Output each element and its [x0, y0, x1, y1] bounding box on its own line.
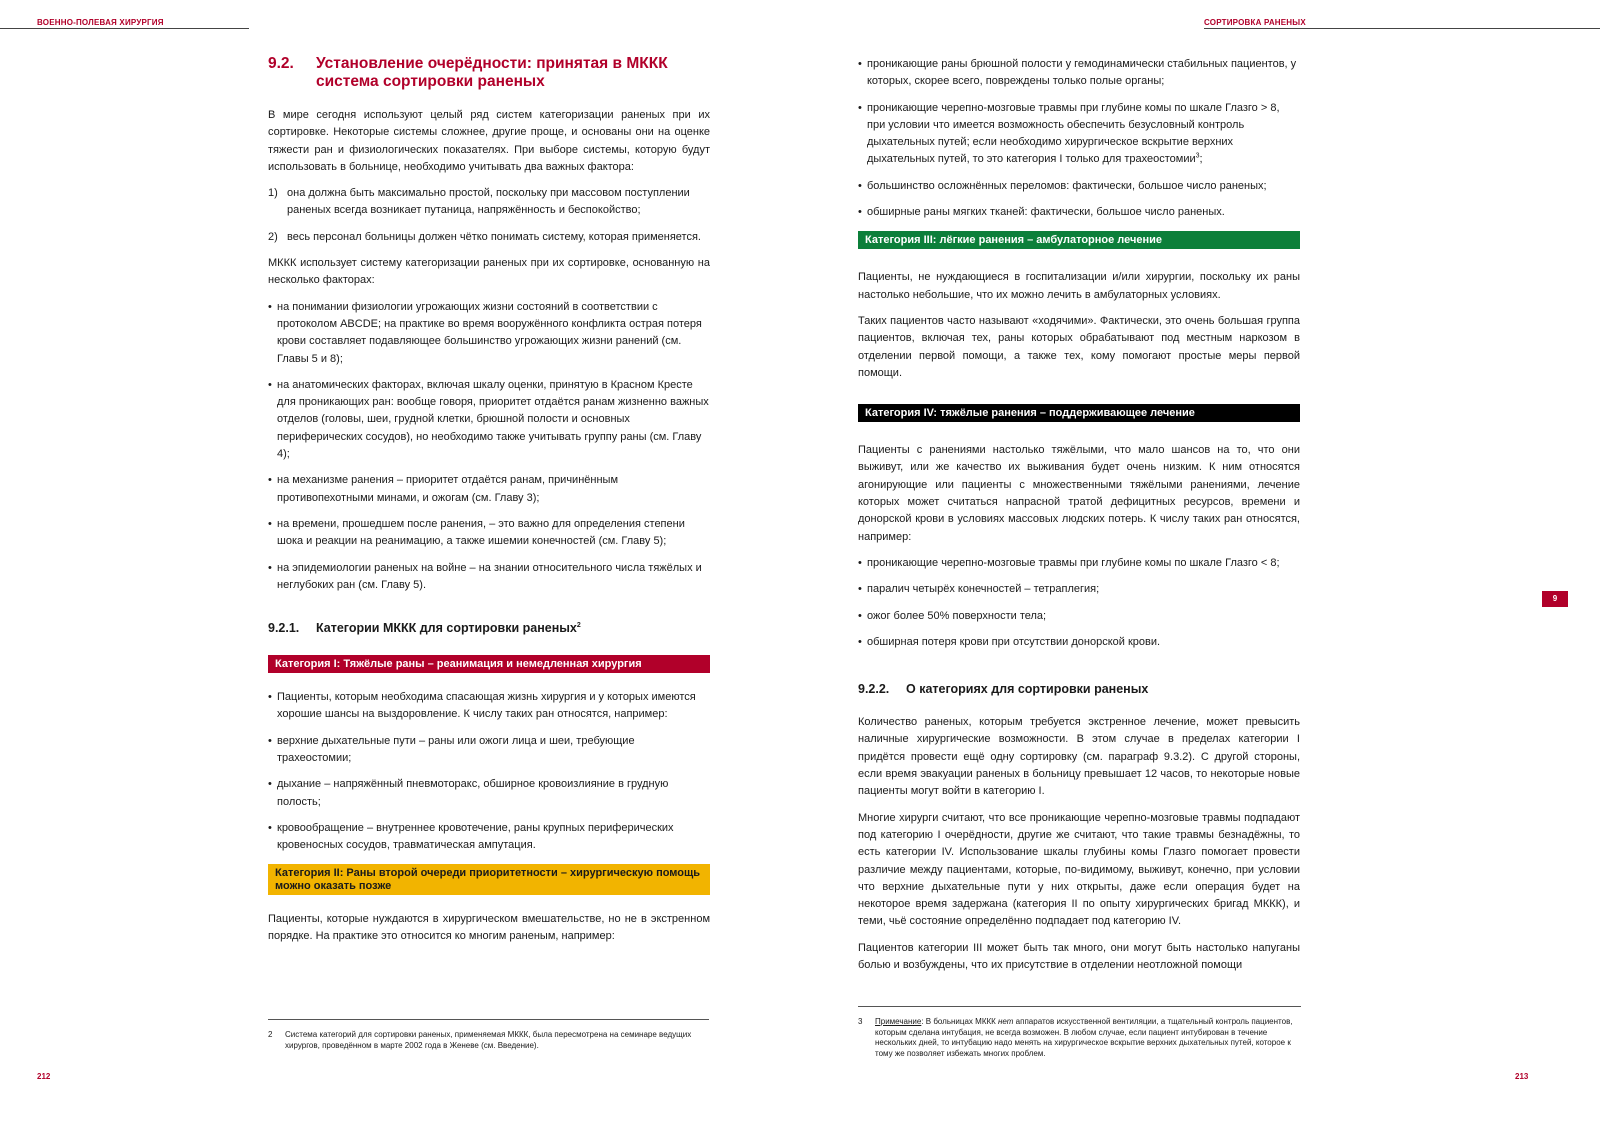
body-paragraph: Пациентов категории III может быть так много, они могут быть настолько напуганы болью и возбуждены, что их присутствие в отделении неотложной помощи [858, 941, 1300, 971]
category-3-banner: Категория III: лёгкие ранения – амбулаторное лечение [858, 231, 1300, 249]
body-paragraph: Количество раненых, которым требуется экстренное лечение, может превысить наличные хирургические возможности. В этом случае в пределах категории I придётся провести ещё одну сортировку (см. параграф 9.3.2). С другой стороны, если время эвакуации раненых в больницу превышает 12 часов, то некоторые новые пациенты могут войти в категорию I. [858, 716, 1300, 798]
footnote-number: 3 [858, 1017, 863, 1026]
factor-number: 1) [268, 187, 278, 200]
category-2-paragraph: Пациенты, которые нуждаются в хирургическом вмешательстве, но не в экстренном порядке. На практике это относится ко многим раненым, например: [268, 912, 710, 942]
footnote-rule-left [268, 1019, 709, 1020]
factor-bullet: • на эпидемиологии раненых на войне – на знании относительного числа тяжёлых и неглубоких ран (см. Главу 5). [268, 560, 710, 595]
page-number-right: 213 [1515, 1072, 1529, 1081]
footnote-text-part: : В больницах МККК [921, 1017, 999, 1026]
category-2-bullet-text: проникающие черепно-мозговые травмы при глубине комы по шкале Глазго > 8, при условии что имеется возможность обеспечить безусловный контроль дыхательных путей; если необходимо хирургическое вскрытие верхних дыхательных путей, то это категория I только для трахеостомии [867, 101, 1280, 166]
category-2-bullet [858, 100, 1300, 169]
category-2-banner: Категория II: Раны второй очереди приоритетности – хирургическую помощь можно оказать позже [268, 864, 710, 895]
category-4-bullet: • ожог более 50% поверхности тела; [858, 608, 1300, 625]
body-paragraph: Многие хирурги считают, что все проникающие черепно-мозговые травмы подпадают под категорию I очерёдности, другие же считают, что такие травмы безнадёжны, то есть категории IV. Использование шкалы глубины комы Глазго помогает провести различие между пациентами, которые, по-видимому, выживут, конечно, при условии что верхние дыхательные пути у них открыты, даже если операция будет на некоторое время задержана (категория II по опыту хирургических бригад МККК), и теми, чьё состояние определённо подпадает под категорию IV. [858, 811, 1300, 928]
footnote-text: Система категорий для сортировки раненых, применяемая МККК, была пересмотрена на семинаре ведущих хирургов, проведённом в марте 2002 года в Женеве (см. Введение). [285, 1030, 692, 1050]
footnote-ref: 3 [1195, 152, 1200, 160]
header-rule-left [0, 28, 249, 29]
category-2-bullet: • обширные раны мягких тканей: фактически, большое число раненых. [858, 204, 1300, 221]
factor-bullet: • на механизме ранения – приоритет отдаётся ранам, причинённым противопехотными минами, и ожогам (см. Главу 3); [268, 472, 710, 507]
category-1-banner: Категория I: Тяжёлые раны – реанимация и немедленная хирургия [268, 655, 710, 673]
footnote-rule-right [858, 1006, 1301, 1007]
factor-bullet: • на понимании физиологии угрожающих жизни состояний в соответствии с протоколом ABCDE; на практике во время вооружённого конфликта острая потеря крови составляет подавляющее большинство угрожающих жизни ранений (см. Главы 5 и 8); [268, 299, 710, 368]
right-page-column [858, 56, 1300, 983]
factor-item [268, 185, 710, 220]
category-4-bullet: • обширная потеря крови при отсутствии донорской крови. [858, 634, 1300, 651]
footnote-emphasis: нет [998, 1017, 1014, 1026]
footnote-text-part: аппаратов искусственной вентиляции, а тщательный контроль пациентов, которым сделана интубация, не всегда возможен. В любом случае, если пациент интубирован в течение нескольких дней, то интубацию надо менять на хирургическое вскрытие верхних дыхательных путей, которое к тому же позволяет избежать многих проблем. [875, 1017, 1293, 1058]
running-header-right: СОРТИРОВКА РАНЕНЫХ [1204, 18, 1306, 27]
footnote-right [858, 1017, 1300, 1059]
icrc-intro-paragraph: МККК использует систему категоризации раненых при их сортировке, основанную на несколько факторах: [268, 257, 710, 287]
footnote-number: 2 [268, 1030, 273, 1039]
category-1-bullet: • кровообращение – внутреннее кровотечение, раны крупных периферических кровеносных сосудов, травматическая ампутация. [268, 820, 710, 855]
page-number-left: 212 [37, 1072, 51, 1081]
category-4-banner: Категория IV: тяжёлые ранения – поддерживающее лечение [858, 404, 1300, 422]
factor-text: она должна быть максимально простой, поскольку при массовом поступлении раненых всегда возникает путаница, напряжённость и беспокойство; [287, 187, 690, 217]
footnote-label: Примечание [875, 1017, 922, 1026]
category-2-bullet: • проникающие раны брюшной полости у гемодинамически стабильных пациентов, у которых, скорее всего, повреждены только полые органы; [858, 56, 1300, 91]
subsection-heading [858, 681, 1300, 698]
section-number: 9.2. [268, 55, 294, 72]
subsection-title: О категориях для сортировки раненых [906, 682, 1149, 697]
section-title: Установление очерёдности: принятая в МККК система сортировки раненых [316, 55, 668, 90]
category-3-paragraph: Таких пациентов часто называют «ходячими». Фактически, это очень большая группа пациентов, включая тех, раны которых обрабатывают под местным наркозом в отделении первой помощи, а также тех, кому помогают простые меры первой помощи. [858, 314, 1300, 379]
subsection-number: 9.2.1. [268, 621, 300, 636]
category-2-bullet: • большинство осложнённых переломов: фактически, большое число раненых; [858, 178, 1300, 195]
factor-bullet: • на анатомических факторах, включая шкалу оценки, принятую в Красном Кресте для проникающих ран: вообще говоря, приоритет отдаётся ранам жизненно важных отделов (головы, шеи, грудной клетки, брюшной полости и основных периферических сосудов), но необходимо также учитывать группу раны (см. Главу 4); [268, 377, 710, 463]
category-1-bullet: • Пациенты, которым необходима спасающая жизнь хирургия и у которых имеются хорошие шансы на выздоровление. К числу таких ран относятся, например: [268, 689, 710, 724]
subsection-title: Категории МККК для сортировки раненых [316, 621, 577, 636]
left-page-column [268, 55, 710, 954]
footnote-ref: 2 [576, 621, 581, 629]
footnote-text [875, 1017, 1300, 1059]
category-1-bullet: • верхние дыхательные пути – раны или ожоги лица и шеи, требующие трахеостомии; [268, 733, 710, 768]
header-rule-right [1204, 28, 1600, 29]
subsection-number: 9.2.2. [858, 682, 890, 697]
factor-item [268, 229, 710, 246]
running-header-left: ВОЕННО-ПОЛЕВАЯ ХИРУРГИЯ [37, 18, 164, 27]
category-1-bullet: • дыхание – напряжённый пневмоторакс, обширное кровоизлияние в грудную полость; [268, 776, 710, 811]
category-4-paragraph: Пациенты с ранениями настолько тяжёлыми, что мало шансов на то, что они выживут, или же качество их выживания будет очень низким. К ним относятся агонирующие или пациенты с множественными тяжёлыми ранениями, лечение которых может считаться напрасной тратой дефицитных ресурсов, времени и донорской крови в условиях массовых людских потерь. К числу таких ран относятся, например: [858, 444, 1300, 543]
chapter-tab: 9 [1542, 591, 1568, 607]
factor-number: 2) [268, 230, 278, 243]
subsection-heading [268, 620, 710, 637]
category-4-bullet: • паралич четырёх конечностей – тетраплегия; [858, 581, 1300, 598]
bullet-punctuation: ; [1199, 153, 1203, 166]
footnote-left [268, 1030, 708, 1051]
category-3-paragraph: Пациенты, не нуждающиеся в госпитализации и/или хирургии, поскольку их раны настолько небольшие, что их можно лечить в амбулаторных условиях. [858, 271, 1300, 301]
factor-bullet: • на времени, прошедшем после ранения, – это важно для определения степени шока и реакции на реанимацию, а также ишемии конечностей (см. Главу 5); [268, 516, 710, 551]
factor-text: весь персонал больницы должен чётко понимать систему, которая применяется. [287, 230, 701, 243]
intro-paragraph: В мире сегодня используют целый ряд систем категоризации раненых при их сортировке. Некоторые системы сложнее, другие проще, и основаны они на оценке тяжести ран и физиологических показателях. При выборе системы, которую будут использовать в больнице, необходимо учитывать два важных фактора: [268, 109, 710, 173]
section-heading [268, 55, 710, 91]
category-4-bullet: • проникающие черепно-мозговые травмы при глубине комы по шкале Глазго < 8; [858, 555, 1300, 572]
